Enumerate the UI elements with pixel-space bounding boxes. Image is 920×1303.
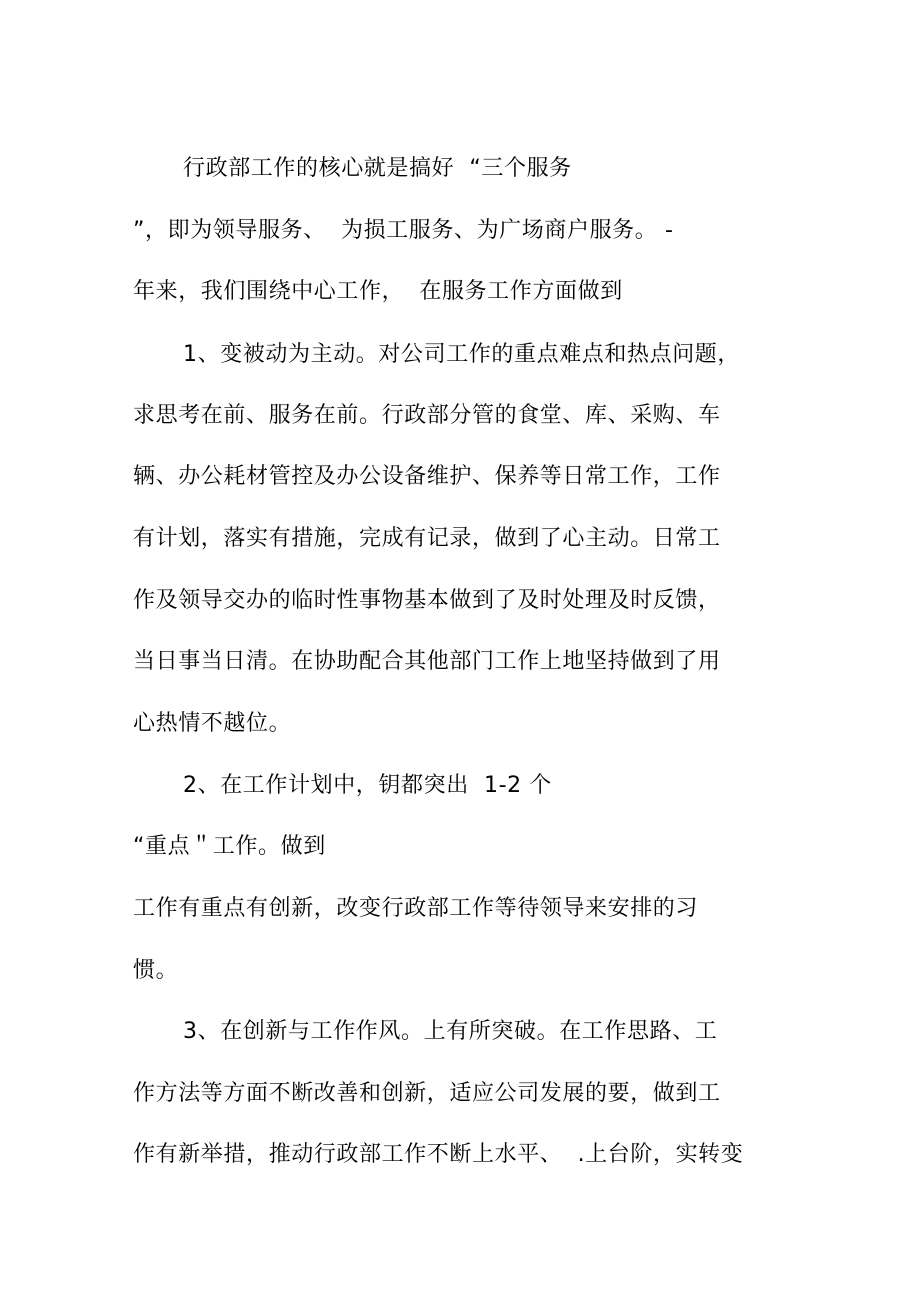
text-line: 惯。 xyxy=(133,958,179,983)
text-line: 辆、办公耗材管控及办公设备维护、保养等日常工作，工作 xyxy=(133,464,721,489)
text-line: 有计划，落实有措施，完成有记录，做到了心主动。日常工 xyxy=(133,526,721,551)
text-line: 作及领导交办的临时性事物基本做到了及时处理及时反馈， xyxy=(133,588,721,613)
text-line: 当日事当日清。在协助配合其他部门工作上地坚持做到了用 xyxy=(133,649,721,674)
text-line: 3、在创新与工作作风。上有所突破。在工作思路、工 xyxy=(183,1019,718,1044)
text-line: 1、变被动为主动。对公司工作的重点难点和热点问题， xyxy=(183,342,740,367)
text-line: 年来，我们围绕中心工作， 在服务工作方面做到 xyxy=(133,279,623,304)
text-line: 作有新举措，推动行政部工作不断上水平、 .上台阶，实转变 xyxy=(133,1142,744,1167)
text-line: ”，即为领导服务、 为损工服务、为广场商户服务。 - xyxy=(133,218,674,243)
text-line: 行政部工作的核心就是搞好 “三个服务 xyxy=(183,156,572,181)
text-line: 2、在工作计划中，钥都突出 1-2 个 xyxy=(183,773,552,798)
text-line: 心热情不越位。 xyxy=(133,711,292,736)
text-line: 求思考在前、服务在前。行政部分管的食堂、库、采购、车 xyxy=(133,403,721,428)
text-line: 工作有重点有创新，改变行政部工作等待领导来安排的习 xyxy=(133,896,699,921)
text-line: “重点＂工作。做到 xyxy=(133,834,326,859)
text-line: 作方法等方面不断改善和创新，适应公司发展的要，做到工 xyxy=(133,1081,721,1106)
